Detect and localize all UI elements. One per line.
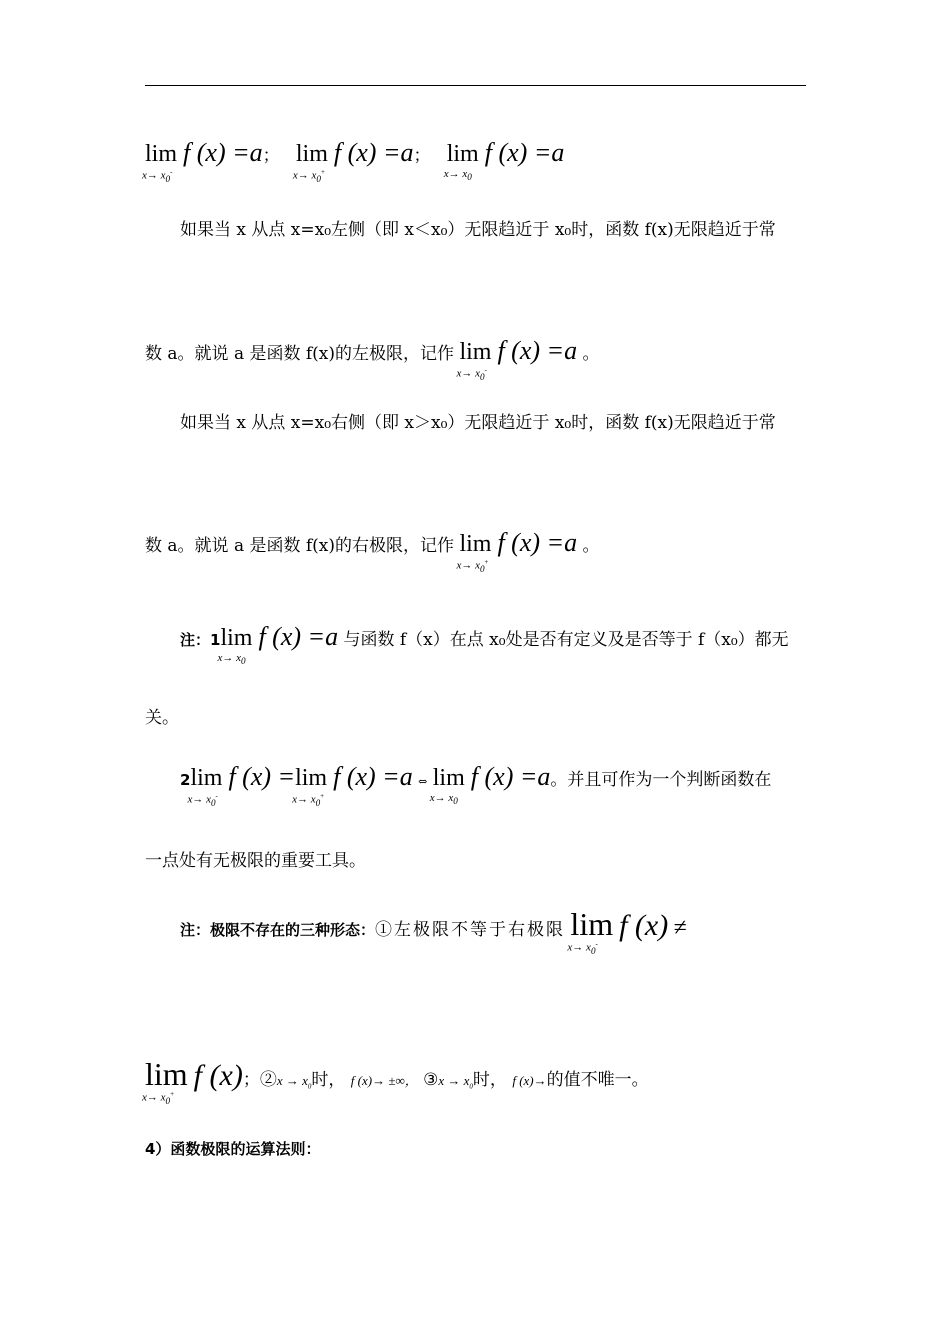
para2-line2: 数 a。就说 a 是函数 f(x)的右极限，记作 lim $x\to x_0^+$ f (x) =a 。 (145, 528, 600, 574)
note3-line2: lim $x\to x_0^+$ f (x)；②x → $x_0$时， f (x)→ ±∞， ③x → $x_0$时， f (x)→的值不唯一。 (142, 1056, 649, 1106)
note3-item1: ①左极限不等于右极限 (375, 920, 566, 940)
note2-text: 。并且可作为一个判断函数在 (550, 770, 772, 790)
note3-label: 注：极限不存在的三种形态： (180, 921, 376, 939)
note3-line1: 注：极限不存在的三种形态：①左极限不等于右极限 lim $x\to x_0^-$ f (x) ≠ (180, 906, 687, 956)
limit-definitions: lim $x\to x_0^-$ f (x) =a； lim $x\to x_0^+$ f (x) =a； lim $x\to x_0$ f (x) =a (142, 138, 565, 184)
lim-left: lim $x\to x_0^-$ (456, 339, 492, 382)
equiv-symbol: ⇔ (418, 775, 428, 788)
note1-line1: 注：1lim $x\to x_0$ f (x) =a 与函数 f（x）在点 x₀处是否有定义及是否等于 f（x₀）都无 (180, 622, 789, 667)
lim-right: lim $x\to x_0^+$ (456, 531, 492, 574)
para1-line1: 如果当 x 从点 x=x₀左侧（即 x＜x₀）无限趋近于 x₀时，函数 f(x)无限趋近于常 (180, 220, 776, 240)
note2-line1: 2lim $x\to x_0^-$ f (x) =lim $x\to x_0^+$ f (x) =a ⇔ lim $x\to x_0$ f (x) =a。并且可作为一个判断函数在 (180, 762, 772, 808)
note2-line2: 一点处有无极限的重要工具。 (145, 851, 366, 871)
lim-both: lim $x\to x_0$ (217, 625, 253, 667)
lim-left: lim $x\to x_0^-$ (567, 906, 614, 956)
note1-line2: 关。 (145, 708, 179, 728)
section-title: 4）函数极限的运算法则： (145, 1140, 321, 1158)
lim-left: lim $x\to x_0^-$ (142, 141, 178, 184)
lim-right: lim $x\to x_0^+$ (292, 765, 328, 808)
note-label: 注：1 (180, 631, 221, 649)
lim-right: lim $x\to x_0^+$ (142, 1056, 188, 1106)
para2-text: 数 a。就说 a 是函数 f(x)的右极限，记作 (145, 536, 455, 556)
para2-line1: 如果当 x 从点 x=x₀右侧（即 x＞x₀）无限趋近于 x₀时，函数 f(x)无限趋近于常 (180, 413, 776, 433)
separator: ； (413, 146, 431, 166)
lim-left: lim $x\to x_0^-$ (187, 765, 223, 808)
para1-line2: 数 a。就说 a 是函数 f(x)的左极限，记作 lim $x\to x_0^-$ f (x) =a 。 (145, 336, 600, 382)
para1-text: 数 a。就说 a 是函数 f(x)的左极限，记作 (145, 344, 455, 364)
lim-both: lim $x\to x_0$ (429, 765, 465, 807)
lim-both: lim $x\to x_0$ (443, 141, 479, 183)
header-rule (145, 85, 806, 86)
note1-text: 与函数 f（x）在点 x₀处是否有定义及是否等于 f（x₀）都无 (343, 630, 789, 650)
lim-right: lim $x\to x_0^+$ (292, 141, 328, 184)
separator: ； (262, 146, 280, 166)
